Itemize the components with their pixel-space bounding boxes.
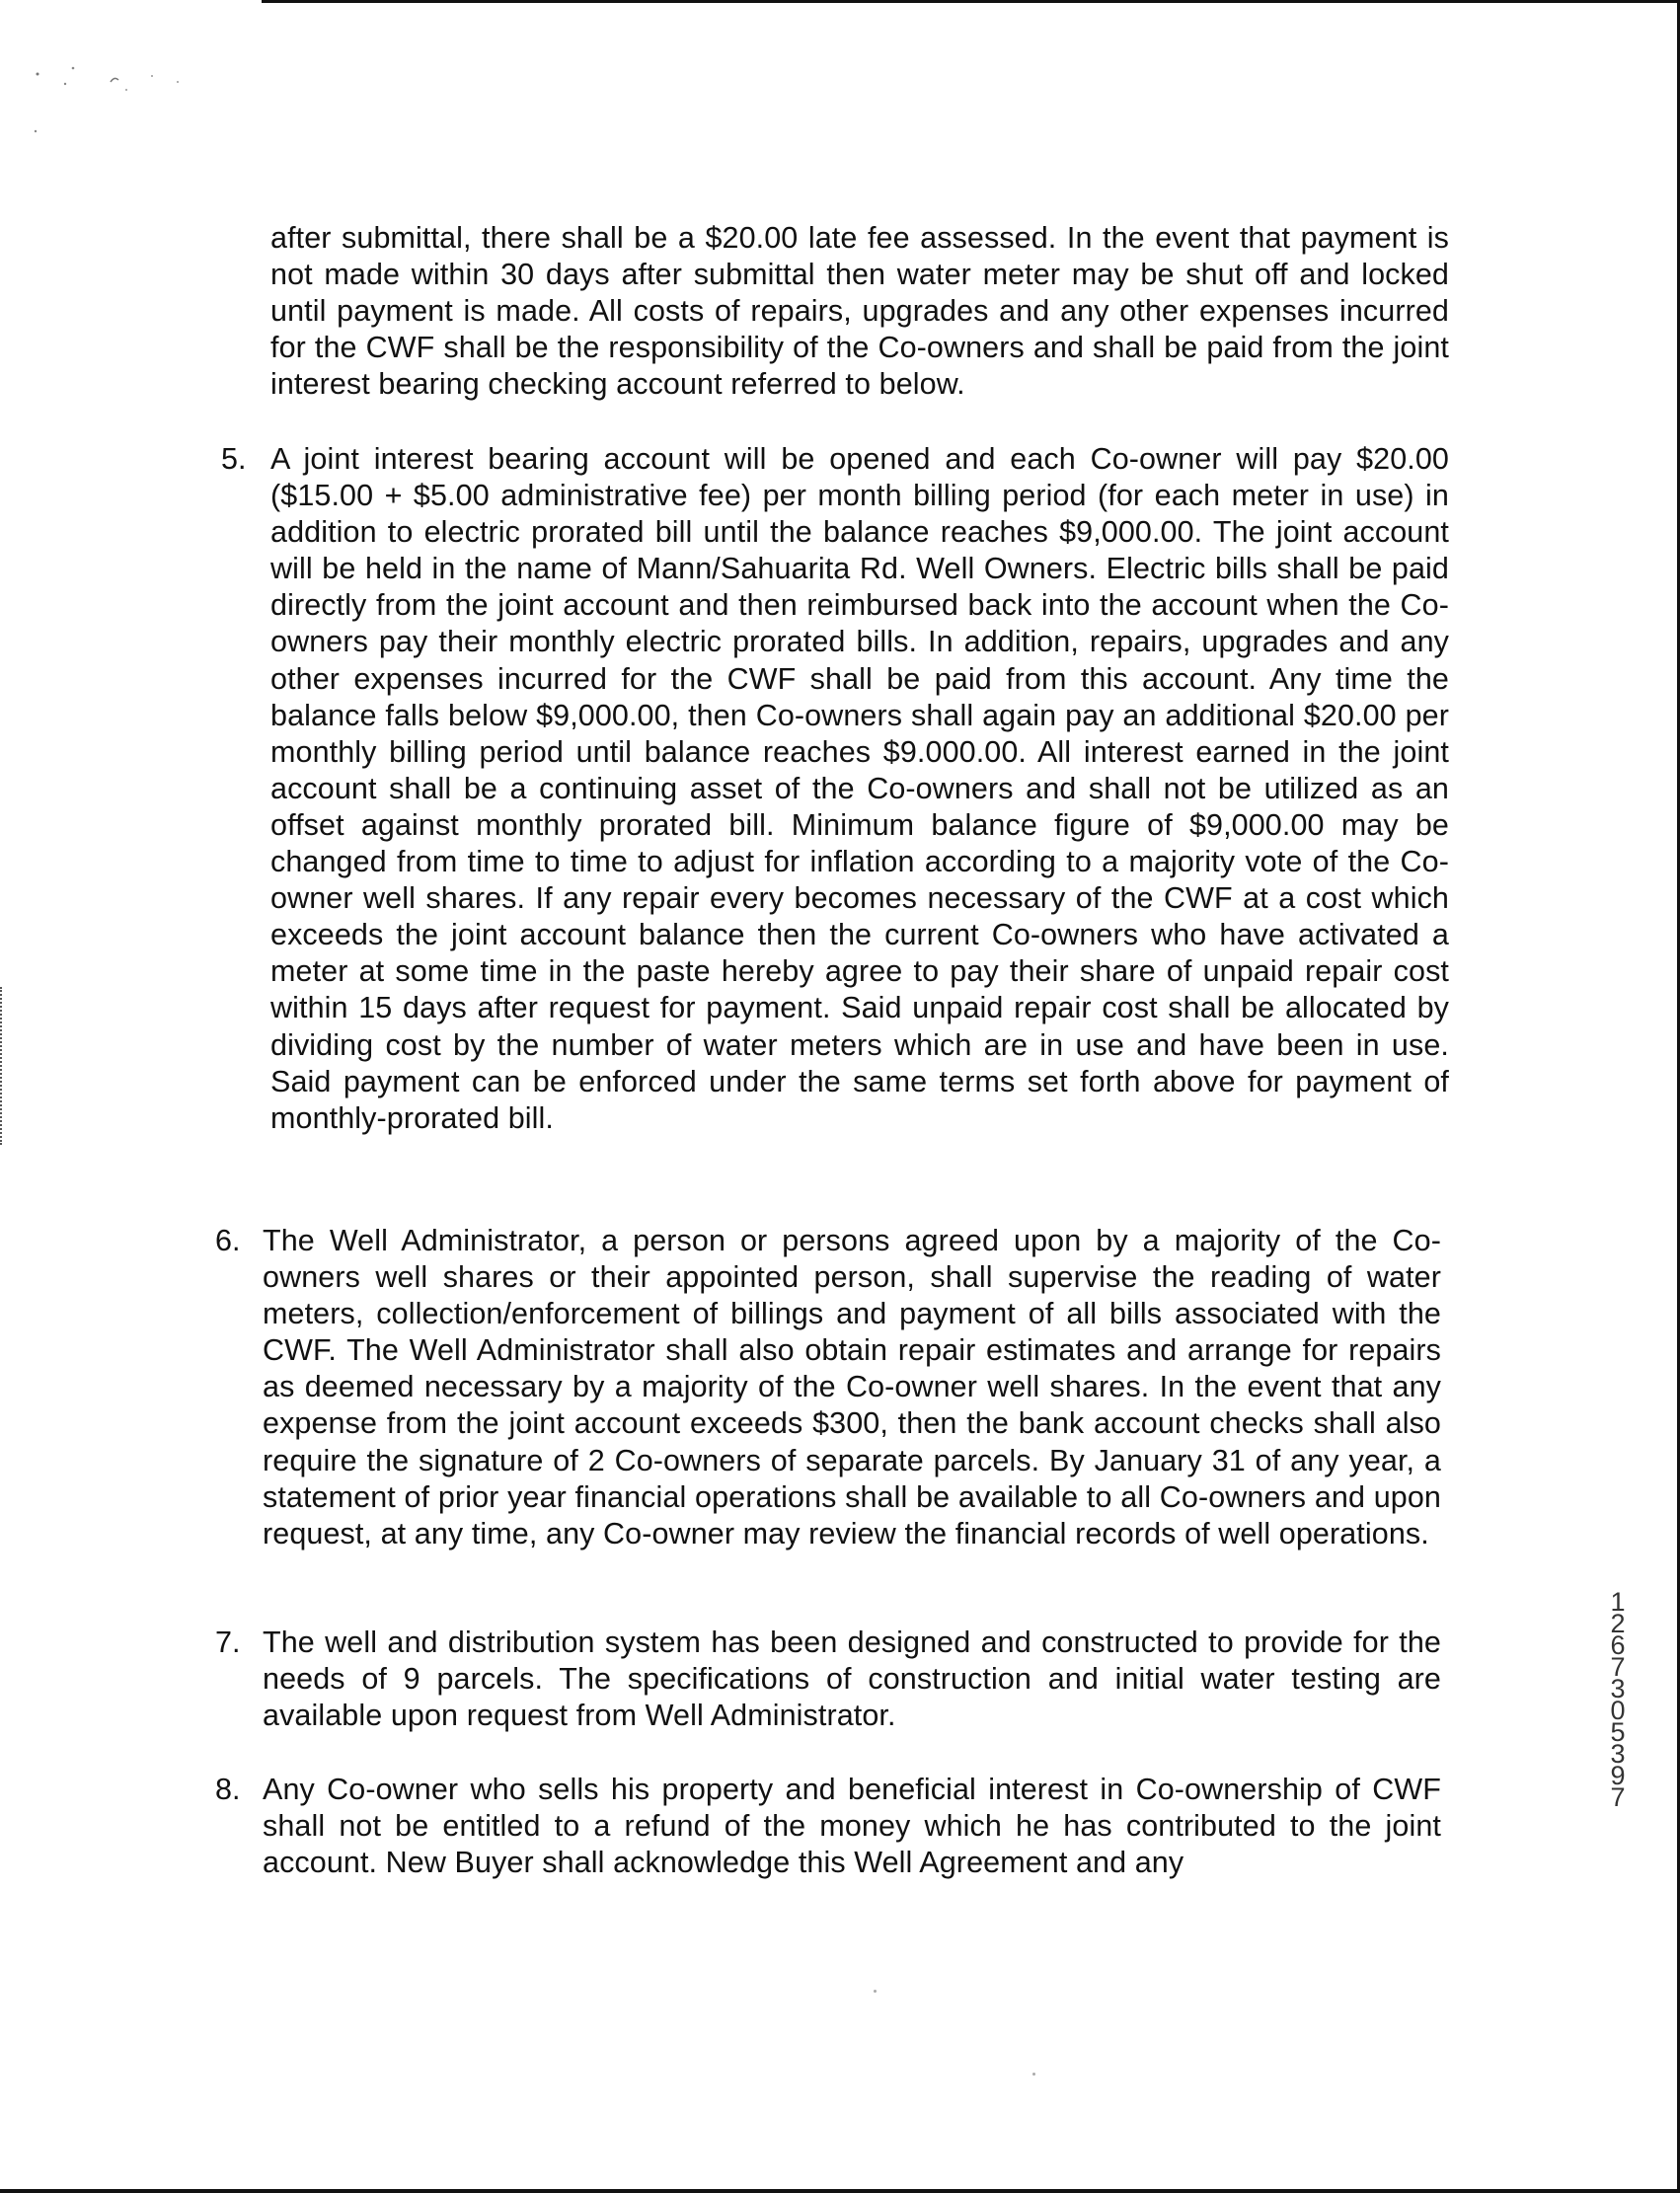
page-border-bottom [0, 2189, 1680, 2193]
scan-speck [874, 1990, 877, 1993]
page-border-top [262, 0, 1680, 3]
item-number-7: 7. [215, 1626, 241, 1659]
item-text-6: The Well Administrator, a person or persons agreed upon by a majority of the Co-owners well shares or their appointed person, shall supervise the reading of water meters, collection/enforcement of billings and payment of all bills associated with the CWF. The Well Administrator shall also obtain repair estimates and arrange for repairs as deemed necessary by a majority of the Co-owner well shares. In the event that any expense from the joint account exceeds $300, then the bank account checks shall also require the signature of 2 Co-owners of separate parcels. By January 31 of any year, a statement of prior year financial operations shall be available to all Co-owners and upon request, at any time, any Co-owner may review the financial records of well operations. [263, 1224, 1441, 1550]
item-number-6: 6. [215, 1224, 241, 1257]
item-number-5: 5. [221, 442, 247, 476]
scan-edge-marks [0, 987, 5, 1145]
intro-paragraph: after submittal, there shall be a $20.00 late fee assessed. In the event that payment is not made within 30 days after submittal then water meter may be shut off and locked until payment is made. All costs of repairs, upgrades and any other expenses incurred for the CWF shall be the responsibility of the Co-owners and shall be paid from the joint interest bearing checking account referred to below. [270, 221, 1449, 402]
scan-speck [1032, 2073, 1035, 2076]
item-text-7: The well and distribution system has been designed and constructed to provide for the needs of 9 parcels. The specifications of construction and initial water testing are available upon request from Well Administrator. [263, 1626, 1441, 1733]
item-text-5: A joint interest bearing account will be opened and each Co-owner will pay $20.00 ($15.00 + $5.00 administrative fee) per month billing period (for each meter in use) in addition to electric prorated bill until the balance reaches $9,000.00. The joint account will be held in the name of Mann/Sahuarita Rd. Well Owners. Electric bills shall be paid directly from the joint account and then reimbursed back into the account when the Co-owners pay their monthly electric prorated bills. In addition, repairs, upgrades and any other expenses incurred for the CWF shall be paid from this account. Any time the balance falls below $9,000.00, then Co-owners shall again pay an additional $20.00 per monthly billing period until balance reaches $9.000.00. All interest earned in the joint account shall be a continuing asset of the Co-owners and shall not be utilized as an offset against monthly prorated bill. Minimum balance figure of $9,000.00 may be changed from time to time to adjust for inflation according to a majority vote of the Co-owner well shares. If any repair every becomes necessary of the CWF at a cost which exceeds the joint account balance then the current Co-owners who have activated a meter at some time in the paste hereby agree to pay their share of unpaid repair cost within 15 days after request for payment. Said unpaid repair cost shall be allocated by dividing cost by the number of water meters which are in use and have been in use. Said payment can be enforced under the same terms set forth above for payment of monthly-prorated bill. [270, 442, 1449, 1135]
item-text-8: Any Co-owner who sells his property and beneficial interest in Co-ownership of CWF shall not be entitled to a refund of the money which he has contributed to the joint account. New Buyer shall acknowledge this Well Agreement and any [263, 1773, 1441, 1880]
scan-specks [30, 54, 227, 143]
item-number-8: 8. [215, 1773, 241, 1806]
recording-number: 12673 05397 [1610, 1587, 1626, 1812]
